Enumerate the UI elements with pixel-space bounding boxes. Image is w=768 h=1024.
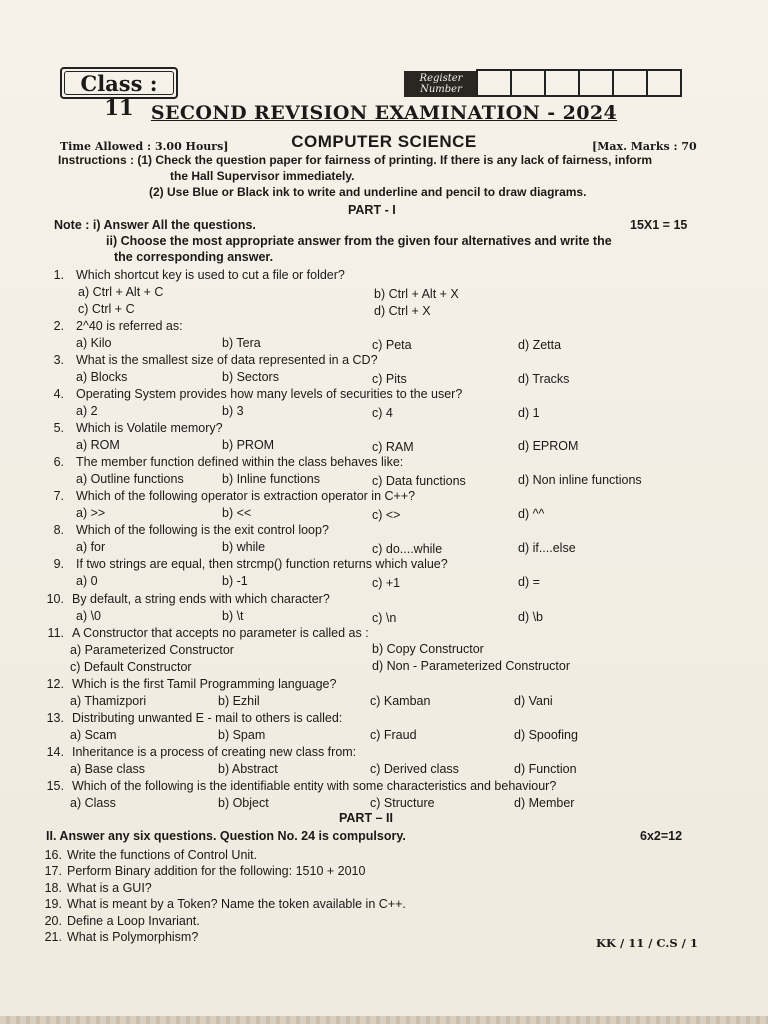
answer-option: b) Tera [222,336,261,350]
register-number-boxes [478,69,682,97]
part-2-heading: PART – II [339,811,393,825]
question-text: The member function defined within the class behaves like: [76,455,404,469]
register-digit-box[interactable] [612,69,648,97]
part-1-note-2: ii) Choose the most appropriate answer from the given four alternatives and write the [106,234,612,248]
question-text: By default, a string ends with which character? [72,592,330,606]
question-text: What is Polymorphism? [67,930,199,944]
answer-option: b) Ezhil [218,694,260,708]
answer-option: c) Kamban [370,694,431,708]
question-text: Define a Loop Invariant. [67,914,200,928]
answer-option: c) \n [372,611,397,625]
answer-option: c) Peta [372,338,412,352]
question-number: 15. [46,779,64,793]
register-digit-box[interactable] [476,69,512,97]
question-number: 10. [46,592,64,606]
answer-option: d) Function [514,762,577,776]
question-number: 4. [53,387,64,401]
answer-option: d) 1 [518,406,540,420]
answer-option: a) Parameterized Constructor [70,643,234,657]
part-1-note-1: Note : i) Answer All the questions. [54,218,256,232]
question-text: What is meant by a Token? Name the token available in C++. [67,897,406,911]
answer-option: b) Ctrl + Alt + X [374,287,459,301]
answer-option: c) +1 [372,576,401,590]
answer-option: a) \0 [76,609,102,623]
question-number: 17. [44,864,62,878]
question-number: 1. [53,268,64,282]
answer-option: c) Pits [372,372,407,386]
question-text: Write the functions of Control Unit. [67,848,258,862]
paper-code: KK / 11 / C.S / 1 [596,936,698,950]
question-text: 2^40 is referred as: [76,319,183,333]
question-number: 20. [44,914,62,928]
question-text: Which is the first Tamil Programming language? [72,677,337,691]
answer-option: b) Sectors [222,370,279,384]
question-text: Operating System provides how many levels of securities to the user? [76,387,463,401]
question-number: 19. [44,897,62,911]
question-text: Which of the following operator is extraction operator in C++? [76,489,416,503]
question-text: Which is Volatile memory? [76,421,223,435]
answer-option: d) Spoofing [514,728,578,742]
question-number: 13. [46,711,64,725]
answer-option: d) EPROM [518,439,579,453]
register-digit-box[interactable] [646,69,682,97]
answer-option: c) Derived class [370,762,459,776]
answer-option: b) PROM [222,438,275,452]
answer-option: a) Ctrl + Alt + C [78,285,164,299]
question-text: A Constructor that accepts no parameter is called as : [72,626,369,640]
answer-option: a) 0 [76,574,98,588]
answer-option: a) >> [76,506,106,520]
question-text: Perform Binary addition for the following: 1510 + 2010 [67,864,366,878]
answer-option: d) ^^ [518,507,545,521]
answer-option: b) Spam [218,728,266,742]
subject-title: COMPUTER SCIENCE [291,132,477,151]
answer-option: d) \b [518,610,544,624]
answer-option: b) Inline functions [222,472,320,486]
answer-option: d) Ctrl + X [374,304,431,318]
instruction-line-2: the Hall Supervisor immediately. [170,169,355,183]
answer-option: b) Copy Constructor [372,642,484,656]
answer-option: b) while [222,540,266,554]
answer-option: b) Object [218,796,269,810]
exam-title: SECOND REVISION EXAMINATION - 2024 [150,102,618,124]
answer-option: b) -1 [222,574,248,588]
answer-option: d) Member [514,796,575,810]
answer-option: a) Class [70,796,116,810]
answer-option: c) Ctrl + C [78,302,135,316]
question-text: Which shortcut key is used to cut a file or folder? [76,268,345,282]
register-digit-box[interactable] [510,69,546,97]
answer-option: a) Blocks [76,370,128,384]
answer-option: a) 2 [76,404,98,418]
question-number: 18. [44,881,62,895]
answer-option: b) Abstract [218,762,278,776]
question-number: 5. [53,421,64,435]
answer-option: b) << [222,506,252,520]
question-text: What is the smallest size of data represented in a CD? [76,353,378,367]
time-allowed: Time Allowed : 3.00 Hours] [60,140,229,153]
part-1-heading: PART - I [348,203,396,217]
part-2-marks: 6x2=12 [640,829,683,843]
question-text: Distributing unwanted E - mail to others is called: [72,711,343,725]
register-number-label: Register Number [404,71,478,97]
answer-option: d) if....else [518,541,576,555]
answer-option: a) Base class [70,762,146,776]
answer-option: c) Structure [370,796,435,810]
answer-option: d) Non - Parameterized Constructor [372,659,570,673]
question-number: 8. [53,523,64,537]
part-1-marks: 15X1 = 15 [630,218,688,232]
question-text: Inheritance is a process of creating new class from: [72,745,357,759]
max-marks: [Max. Marks : 70 [592,140,697,153]
question-number: 16. [44,848,62,862]
register-digit-box[interactable] [578,69,614,97]
answer-option: d) = [518,575,540,589]
question-number: 21. [44,930,62,944]
answer-option: d) Vani [514,694,553,708]
question-number: 14. [46,745,64,759]
question-number: 9. [53,557,64,571]
question-text: Which of the following is the identifiable entity with some characteristics and behaviour? [72,779,557,793]
question-number: 2. [53,319,64,333]
question-text: Which of the following is the exit control loop? [76,523,329,537]
question-number: 7. [53,489,64,503]
question-number: 12. [46,677,64,691]
part-2-instruction: II. Answer any six questions. Question No. 24 is compulsory. [46,829,406,843]
answer-option: d) Tracks [518,372,570,386]
question-number: 11. [47,626,64,640]
answer-option: b) 3 [222,404,244,418]
answer-option: a) Kilo [76,336,112,350]
answer-option: c) Data functions [372,474,466,488]
answer-option: a) for [76,540,106,554]
answer-option: b) \t [222,609,244,623]
register-digit-box[interactable] [544,69,580,97]
answer-option: d) Non inline functions [518,473,642,487]
answer-option: d) Zetta [518,338,562,352]
answer-option: c) <> [372,508,401,522]
answer-option: c) RAM [372,440,414,454]
instruction-line-3: (2) Use Blue or Black ink to write and underline and pencil to draw diagrams. [149,185,587,199]
page-bottom-edge [0,1016,768,1024]
instruction-line-1: Instructions : (1) Check the question paper for fairness of printing. If there is any lack of fairness, inform [58,153,653,167]
answer-option: a) Thamizpori [70,694,147,708]
question-text: What is a GUI? [67,881,152,895]
answer-option: c) do....while [372,542,443,556]
question-text: If two strings are equal, then strcmp() function returns which value? [76,557,448,571]
answer-option: a) Scam [70,728,117,742]
class-label: Class : 11 [64,71,174,95]
answer-option: c) 4 [372,406,393,420]
answer-option: a) Outline functions [76,472,184,486]
question-number: 6. [53,455,64,469]
class-label-box [60,67,178,120]
answer-option: a) ROM [76,438,120,452]
part-1-note-3: the corresponding answer. [114,250,274,264]
answer-option: c) Fraud [370,728,417,742]
answer-option: c) Default Constructor [70,660,192,674]
question-number: 3. [53,353,64,367]
